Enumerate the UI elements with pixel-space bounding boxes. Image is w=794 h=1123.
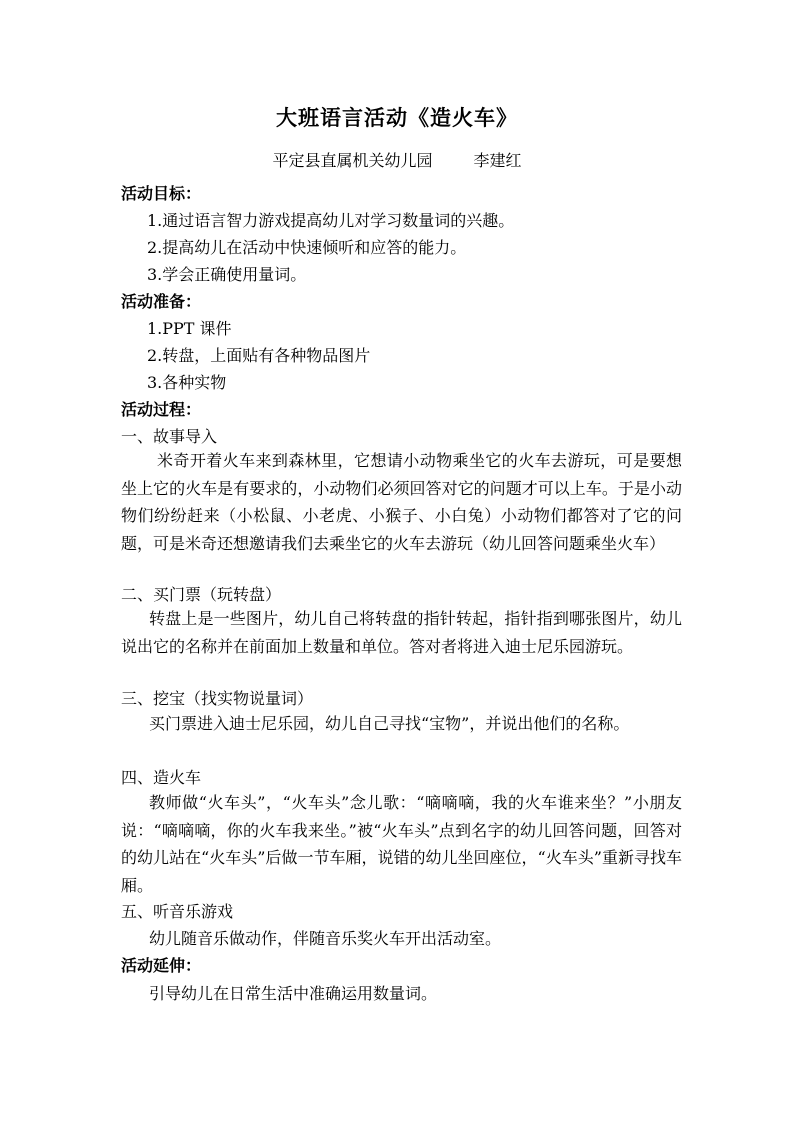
- step-paragraph: 幼儿随音乐做动作，伴随音乐奖火车开出活动室。: [149, 929, 502, 948]
- step-title: 三、挖宝（找实物说量词）: [121, 689, 314, 708]
- step-title: 二、买门票（玩转盘）: [121, 585, 282, 604]
- extension-text: 引导幼儿在日常生活中准确运用数量词。: [149, 984, 438, 1003]
- prep-item: 3.各种实物: [147, 373, 227, 392]
- process-heading: 活动过程：: [121, 400, 202, 419]
- step-paragraph: 转盘上是一些图片，幼儿自己将转盘的指针转起，指针指到哪张图片，幼儿说出它的名称并在前面加上数量和单位。答对者将进入迪士尼乐园游玩。: [121, 609, 682, 656]
- step-paragraph: 买门票进入迪士尼乐园，幼儿自己寻找“宝物”，并说出他们的名称。: [149, 714, 630, 733]
- document-title: 大班语言活动《造火车》: [276, 105, 518, 130]
- step-title: 一、故事导入: [121, 427, 218, 446]
- goal-item: 3.学会正确使用量词。: [147, 265, 307, 284]
- author-line: 平定县直属机关幼儿园 李建红: [272, 151, 522, 170]
- step-paragraph: 米奇开着火车来到森林里，它想请小动物乘坐它的火车去游玩，可是要想坐上它的火车是有要求的，小动物们必须回答对它的问题才可以上车。于是小动物们纷纷赶来（小松鼠、小老虎、小猴子、小白兔）小动物们都答对了它的问题，可是米奇还想邀请我们去乘坐它的火车去游玩（幼儿回答问题乘坐火车）: [121, 451, 682, 553]
- prep-heading: 活动准备：: [121, 292, 202, 311]
- step-title: 五、听音乐游戏: [121, 902, 234, 921]
- step-title: 四、造火车: [121, 768, 202, 787]
- extension-heading: 活动延伸：: [121, 956, 202, 975]
- goal-item: 1.通过语言智力游戏提高幼儿对学习数量词的兴趣。: [147, 211, 515, 230]
- prep-item: 2.转盘，上面贴有各种物品图片: [147, 346, 371, 365]
- step-paragraph: 教师做“火车头”，“火车头”念儿歌：“嘀嘀嘀，我的火车谁来坐？”小朋友说：“嘀嘀嘀，你的火车我来坐。”被“火车头”点到名字的幼儿回答问题，回答对的幼儿站在“火车头”后做一节车厢，说错的幼儿坐回座位，“火车头”重新寻找车厢。: [121, 793, 682, 895]
- goals-heading: 活动目标：: [121, 184, 202, 203]
- prep-item: 1.PPT 课件: [147, 319, 232, 338]
- goal-item: 2.提高幼儿在活动中快速倾听和应答的能力。: [147, 238, 467, 257]
